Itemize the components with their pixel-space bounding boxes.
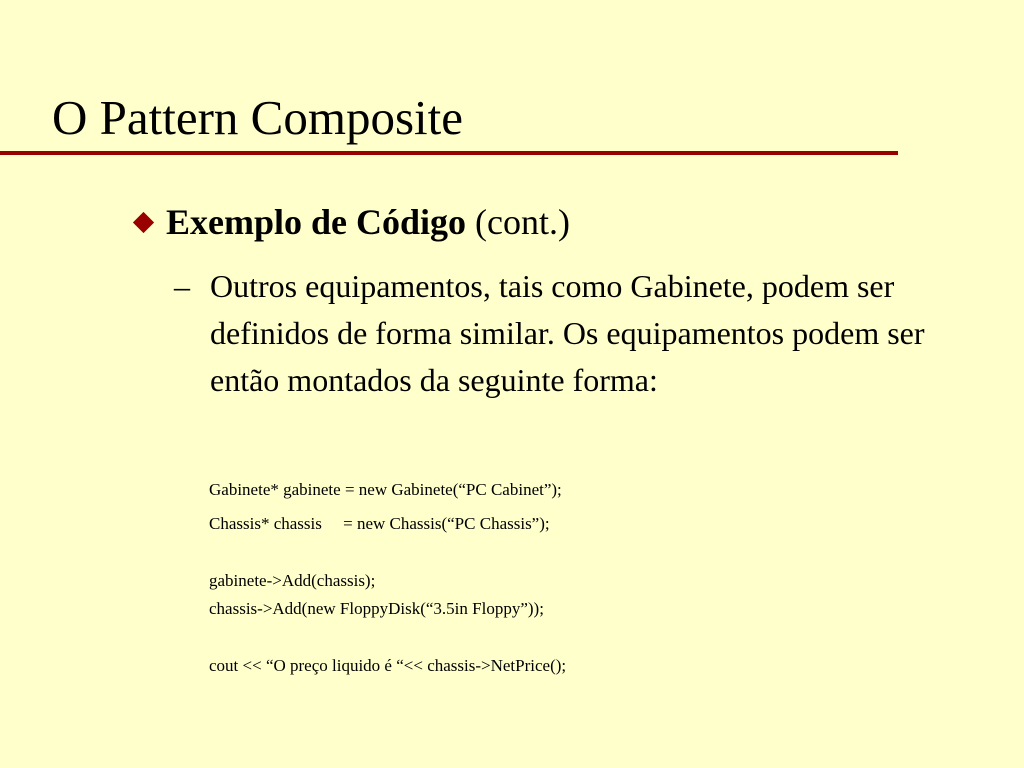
- bullet-heading: Exemplo de Código: [166, 202, 467, 242]
- code-line: cout << “O preço liquido é “<< chassis->NetPrice();: [209, 656, 567, 675]
- bullet-suffix: (cont.): [475, 202, 570, 242]
- diamond-bullet-icon: [133, 212, 154, 233]
- code-line: Gabinete* gabinete = new Gabinete(“PC Cabinet”);: [209, 480, 562, 499]
- sub-bullet-text: Outros equipamentos, tais como Gabinete, podem ser definidos de forma similar. Os equipamentos podem ser então montados da seguinte forma:: [210, 268, 925, 398]
- dash-bullet: –: [174, 268, 190, 304]
- slide-title: O Pattern Composite: [52, 90, 464, 145]
- bullet-item: [130, 197, 570, 247]
- code-line: Chassis* chassis = new Chassis(“PC Chassis”);: [209, 514, 550, 533]
- code-line: chassis->Add(new FloppyDisk(“3.5in Floppy”));: [209, 599, 544, 618]
- title-divider: [0, 151, 898, 155]
- code-line: gabinete->Add(chassis);: [209, 571, 376, 590]
- sub-bullet-item: [174, 263, 934, 404]
